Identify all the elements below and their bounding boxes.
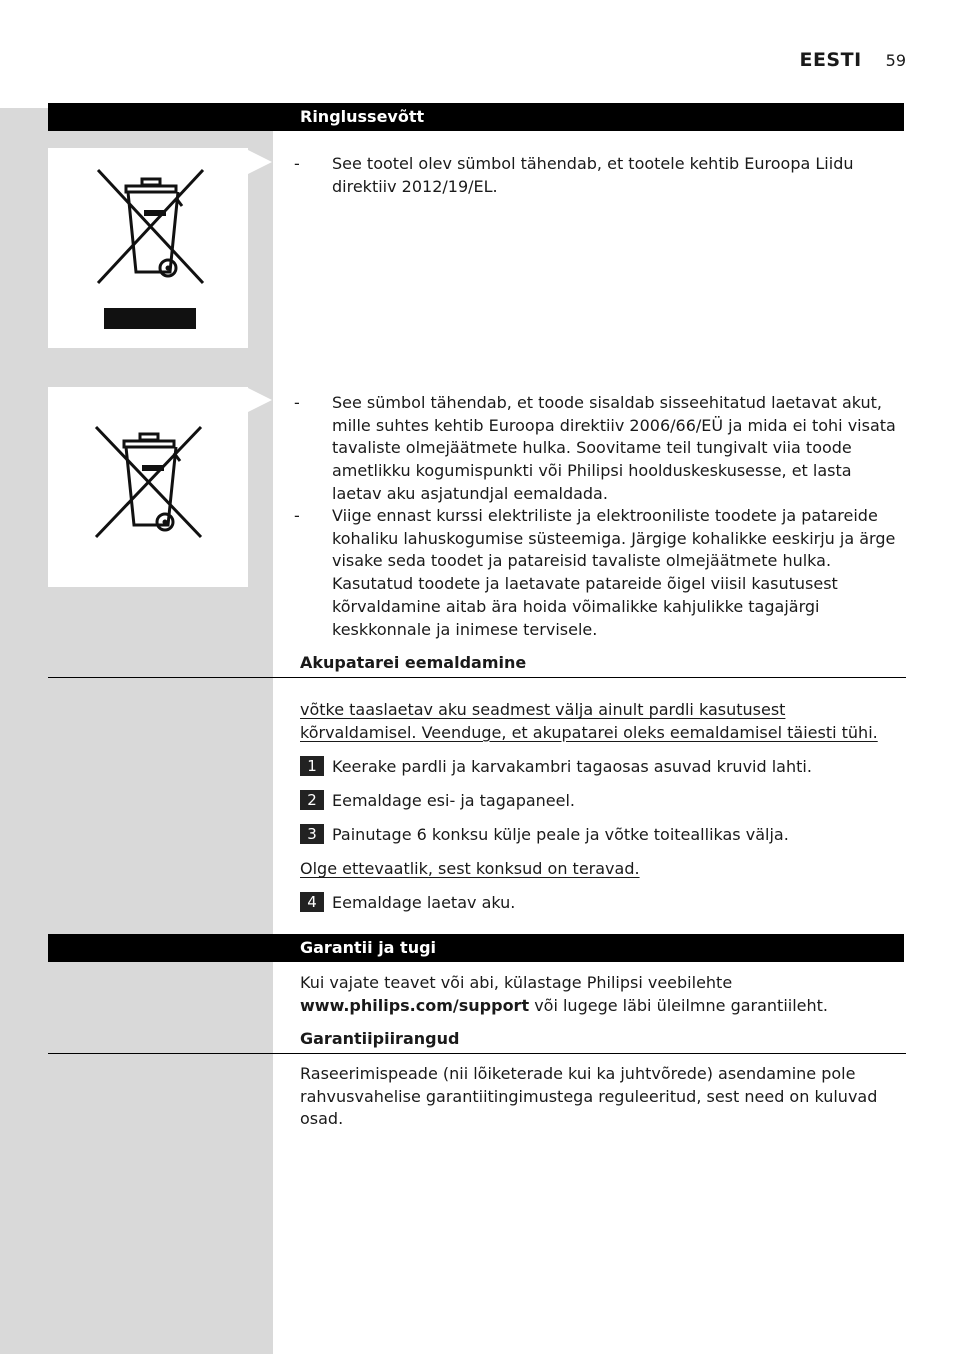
section-title: Garantii ja tugi (300, 938, 437, 957)
step-item (300, 790, 575, 810)
section-title: Ringlussevõtt (300, 107, 425, 126)
divider (48, 1053, 906, 1054)
step-number: 3 (300, 824, 324, 844)
caution-note: Olge ettevaatlik, sest konksud on teravad. (300, 859, 640, 878)
page-header (799, 49, 906, 73)
step-item (300, 756, 812, 776)
subheading-warranty-limits: Garantiipiirangud (300, 1029, 460, 1048)
step-number: 4 (300, 892, 324, 912)
crossed-out-bin-battery-icon (48, 387, 248, 587)
warranty-intro-tail: või lugege läbi üleilmne garantiileht. (534, 995, 828, 1015)
step-item (300, 824, 789, 844)
warranty-intro (300, 972, 906, 1017)
list-item-text: Viige ennast kurssi elektriliste ja elektrooniliste toodete ja patareide kohaliku lahuskogumise süsteemiga. Järgige kohalikke eeskirju ja ärge visake seda toodet ja patareisid tavaliste olmejäätmete hulka. Kasutatud toodete ja laetavate patareide õigel viisil kasutusest kõrvaldamine aitab ära hoida võimalikke kahjulikke tagajärgi keskkonnale ja inimese tervisele. (332, 506, 896, 639)
step-text: Keerake pardli ja karvakambri tagaosas asuvad kruvid lahti. (332, 756, 812, 776)
battery-symbol-box (48, 387, 248, 587)
page-number: 59 (885, 51, 906, 70)
list-item: - See tootel olev sümbol tähendab, et tootele kehtib Euroopa Liidu direktiiv 2012/19/EL. (290, 153, 906, 198)
crossed-out-wheeled-bin-icon (48, 148, 248, 348)
language-label: EESTI (799, 49, 862, 71)
pointer-arrow (248, 388, 272, 412)
divider (48, 677, 906, 678)
list-item-text: See sümbol tähendab, et toode sisaldab sisseehitatud laetavat akut, mille suhtes kehtib Euroopa direktiiv 2006/66/EÜ ja mida ei tohi visata tavaliste olmejäätmete hulka. Soovitame teil tungivalt viia toode ametlikku kogumispunkti või Philipsi hoolduskeskusesse, et lasta laetav aku asjatundjal eemaldada. (332, 393, 896, 503)
step-text: Eemaldage esi- ja tagapaneel. (332, 790, 576, 810)
subheading-battery-removal: Akupatarei eemaldamine (300, 653, 527, 672)
support-link[interactable]: www.philips.com/support (300, 995, 530, 1015)
battery-warning: võtke taaslaetav aku seadmest välja ainult pardli kasutusest kõrvaldamisel. Veenduge, et akupatarei oleks eemaldamisel täiesti tühi. (300, 700, 878, 742)
step-text: Eemaldage laetav aku. (332, 892, 516, 912)
step-number: 2 (300, 790, 324, 810)
warranty-limits-text: Raseerimispeade (nii lõiketerade kui ka juhtvõrede) asendamine pole rahvusvahelise garantiitingimustega reguleeritud, sest need on kuluvad osad. (300, 1064, 878, 1129)
pointer-arrow (248, 150, 272, 174)
section-bar-warranty (48, 934, 904, 962)
list-item: - See sümbol tähendab, et toode sisaldab sisseehitatud laetavat akut, mille suhtes kehtib Euroopa direktiiv 2006/66/EÜ ja mida ei tohi visata tavaliste olmejäätmete hulka. Soovitame teil tungivalt viia toode ametlikku kogumispunkti või Philipsi hoolduskeskusesse, et lasta laetav aku asjatundjal eemaldada. (290, 392, 906, 506)
warranty-intro-text: Kui vajate teavet või abi, külastage Philipsi veebilehte (300, 973, 733, 992)
section-bar-recycling (48, 103, 904, 131)
weee-symbol-box (48, 148, 248, 348)
step-text: Painutage 6 konksu külje peale ja võtke toiteallikas välja. (332, 824, 789, 844)
step-number: 1 (300, 756, 324, 776)
list-item: - Viige ennast kurssi elektriliste ja elektrooniliste toodete ja patareide kohaliku lahuskogumise süsteemiga. Järgige kohalikke eeskirju ja ärge visake seda toodet ja patareisid tavaliste olmejäätmete hulka. Kasutatud toodete ja laetavate patareide õigel viisil kasutusest kõrvaldamine aitab ära hoida võimalikke kahjulikke tagajärgi keskkonnale ja inimese tervisele. (290, 505, 906, 641)
step-item (300, 892, 515, 912)
list-item-text: See tootel olev sümbol tähendab, et tootele kehtib Euroopa Liidu direktiiv 2012/19/EL. (332, 154, 854, 196)
